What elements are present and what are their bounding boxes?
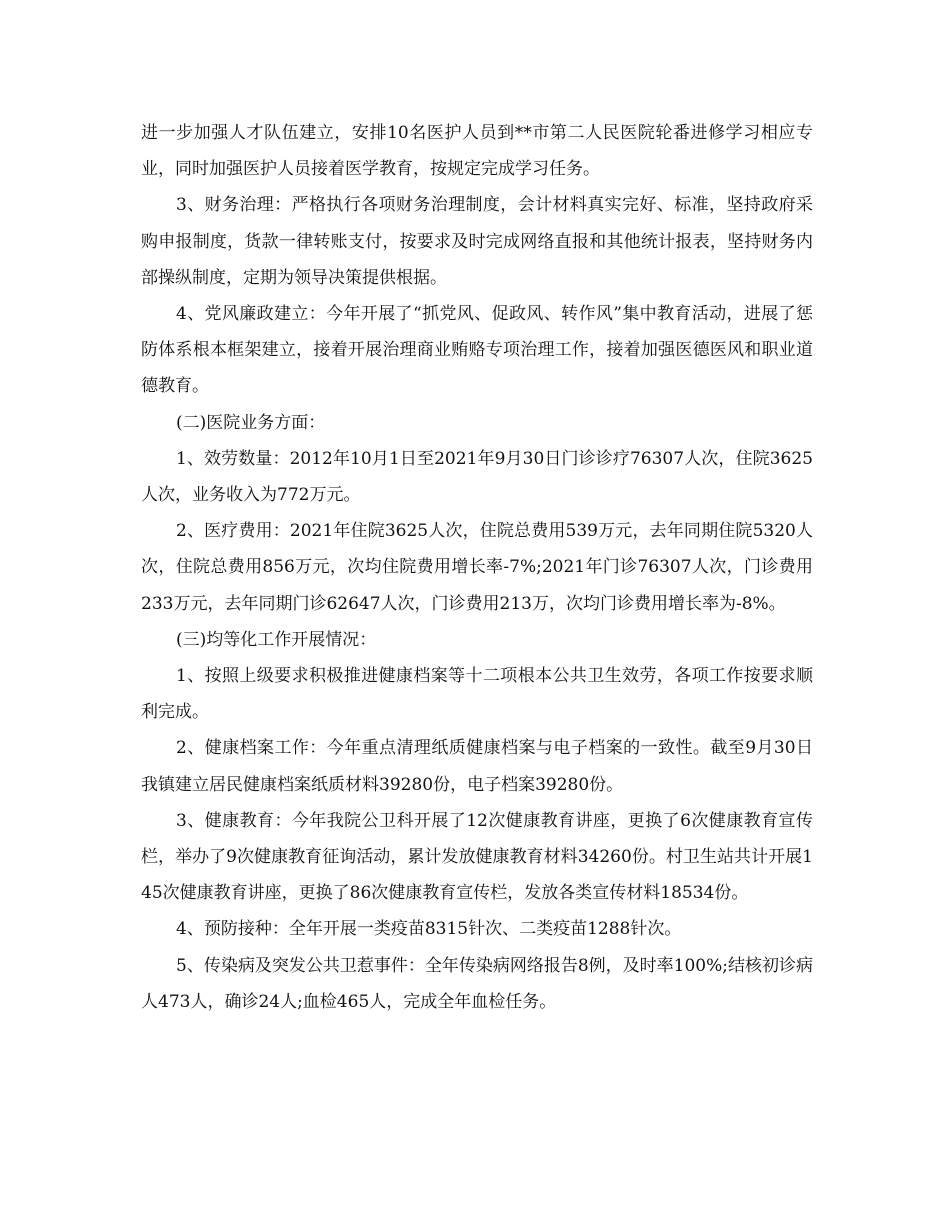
paragraph-8: 1、按照上级要求积极推进健康档案等十二项根本公共卫生效劳，各项工作按要求顺利完成。	[141, 666, 813, 723]
paragraph-9: 2、健康档案工作：今年重点清理纸质健康档案与电子档案的一致性。截至9月30日我镇建立居民健康档案纸质材料39280份，电子档案39280份。	[141, 738, 813, 795]
section-heading-2: (二)医院业务方面：	[176, 412, 326, 433]
paragraph-5: 1、效劳数量：2012年10月1日至2021年9月30日门诊诊疗76307人次，住院3625人次，业务收入为772万元。	[141, 448, 813, 506]
paragraph-2: 3、财务治理：严格执行各项财务治理制度，会计材料真实完好、标准，坚持政府采购申报制度，货款一律转账支付，按要求及时完成网络直报和其他统计报表，坚持财务内部操纵制度，定期为领导决策提供根据。	[141, 195, 813, 288]
document-body	[141, 115, 813, 1020]
paragraph-12: 5、传染病及突发公共卫惹事件：全年传染病网络报告8例，及时率100%;结核初诊病人473人，确诊24人;血检465人，完成全年血检任务。	[141, 955, 813, 1012]
paragraph-1: 进一步加强人才队伍建立，安排10名医护人员到**市第二人民医院轮番进修学习相应专业，同时加强医护人员接着医学教育，按规定完成学习任务。	[141, 123, 813, 180]
section-heading-3: (三)均等化工作开展情况：	[176, 629, 377, 650]
paragraph-3: 4、党风廉政建立：今年开展了“抓党风、促政风、转作风”集中教育活动，进展了惩防体系根本框架建立，接着开展治理商业贿赂专项治理工作，接着加强医德医风和职业道德教育。	[141, 304, 813, 397]
paragraph-6: 2、医疗费用：2021年住院3625人次，住院总费用539万元，去年同期住院5320人次，住院总费用856万元，次均住院费用增长率-7%;2021年门诊76307人次，门诊费用233万元，去年同期门诊62647人次，门诊费用213万，次均门诊费用增长率为-8%。	[141, 521, 813, 614]
paragraph-10: 3、健康教育：今年我院公卫科开展了12次健康教育讲座，更换了6次健康教育宣传栏，举办了9次健康教育征询活动，累计发放健康教育材料34260份。村卫生站共计开展145次健康教育讲座，更换了86次健康教育宣传栏，发放各类宣传材料18534份。	[141, 810, 813, 904]
paragraph-11: 4、预防接种：全年开展一类疫苗8315针次、二类疫苗1288针次。	[176, 919, 682, 940]
